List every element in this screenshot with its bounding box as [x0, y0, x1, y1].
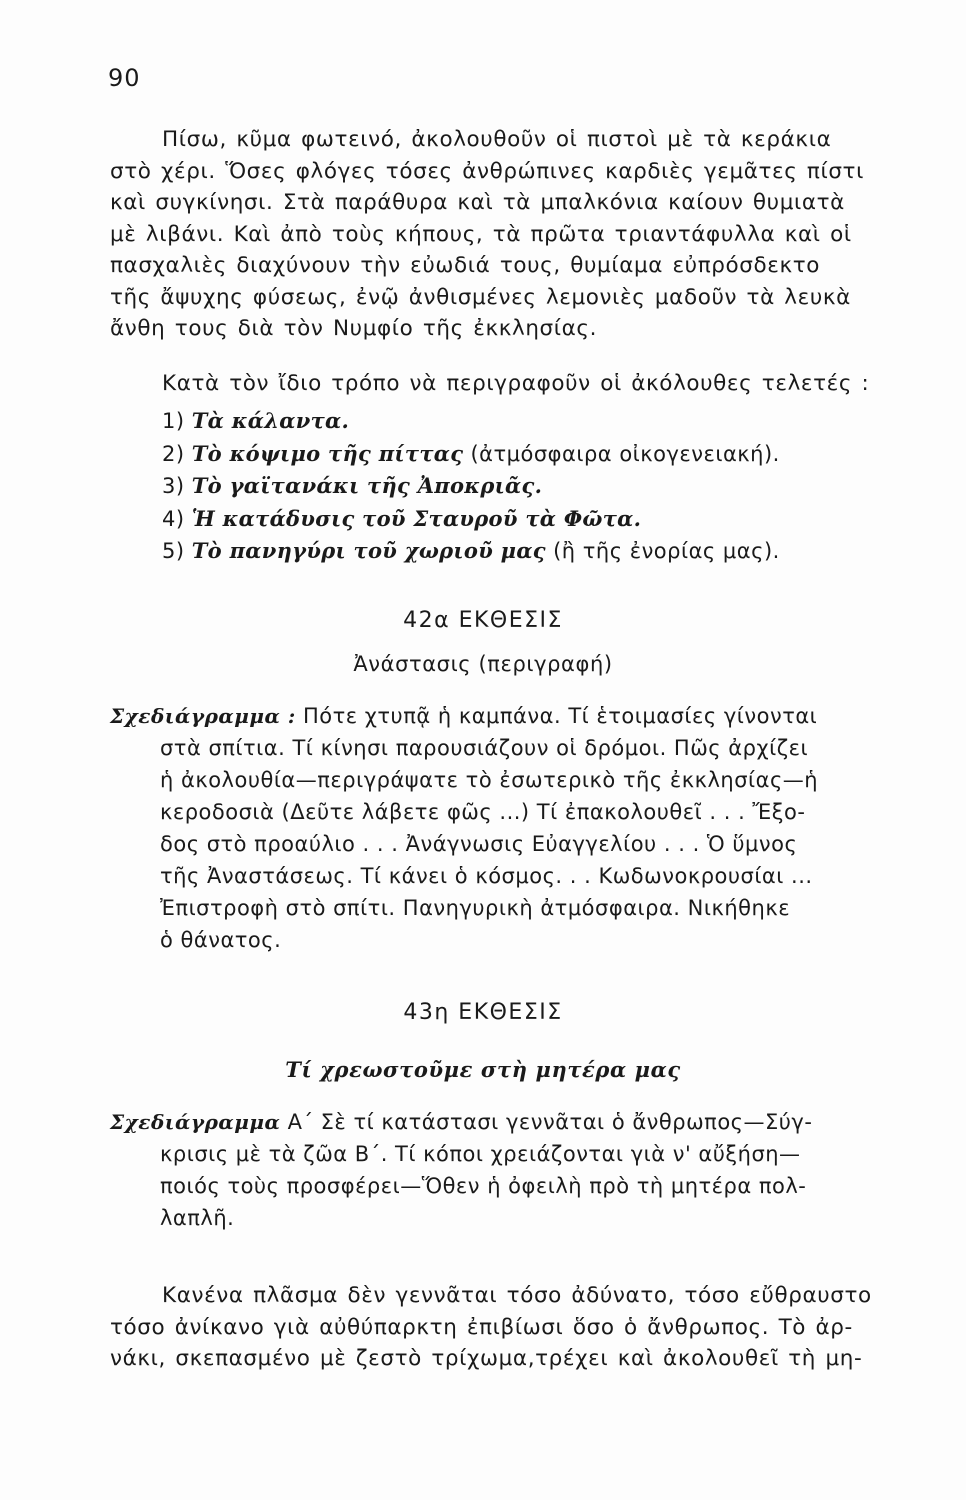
essay-43-heading: 43η ΕΚΘΕΣΙΣ — [403, 1000, 563, 1025]
essay-42-outline — [110, 700, 912, 956]
ceremony-list — [162, 405, 780, 568]
text-line: καὶ συγκίνησι. Στὰ παράθυρα καὶ τὰ μπαλκόνια καίουν θυμιατὰ — [110, 190, 845, 215]
text-line: Κανένα πλᾶσμα δὲν γεννᾶται τόσο ἀδύνατο, τόσο εὔθραυστο — [162, 1283, 872, 1308]
essay-42-heading: 42α ΕΚΘΕΣΙΣ — [403, 608, 563, 633]
text-line: τῆς ἄψυχης φύσεως, ἐνῷ ἀνθισμένες λεμονιὲς μαδοῦν τὰ λευκὰ — [110, 284, 851, 310]
list-number: 5) — [162, 539, 185, 563]
list-note: (ἀτμόσφαιρα οἰκογενειακή). — [463, 441, 780, 466]
page-number: 90 — [108, 64, 141, 92]
text-line: Ἐπιστροφὴ στὸ σπίτι. Πανηγυρικὴ ἀτμόσφαιρα. Νικήθηκε — [160, 896, 791, 920]
text-line: στὸ χέρι. Ὅσες φλόγες τόσες ἀνθρώπινες καρδιὲς γεμᾶτες πίστι — [110, 158, 864, 184]
list-number: 1) — [162, 409, 185, 433]
text-line: πασχαλιὲς διαχύνουν τὴν εὐωδιά τους, θυμίαμα εὐπρόσδεκτο — [110, 253, 821, 278]
list-item — [162, 405, 780, 438]
outline-label: Σχεδιάγραμμα : — [110, 704, 296, 728]
text-line: δος στὸ προαύλιο . . . Ἀνάγνωσις Εὐαγγελίου . . . Ὁ ὕμνος — [160, 832, 798, 856]
text-line: Πότε χτυπᾷ ἡ καμπάνα. Τί ἑτοιμασίες γίνονται — [295, 704, 818, 728]
essay-42-subtitle: Ἀνάστασις (περιγραφή) — [353, 652, 613, 676]
text-line: Πίσω, κῦμα φωτεινό, ἀκολουθοῦν οἱ πιστοὶ μὲ τὰ κεράκια — [162, 127, 832, 152]
list-item — [162, 470, 780, 503]
text-line: τόσο ἀνίκανο γιὰ αὐθύπαρκτη ἐπιβίωσι ὅσο ὁ ἄνθρωπος. Τὸ ἀρ- — [110, 1314, 853, 1340]
list-item — [162, 503, 780, 536]
text-line: ἄνθη τους διὰ τὸν Νυμφίο τῆς ἐκκλησίας. — [110, 316, 598, 341]
list-title: Τὸ πανηγύρι τοῦ χωριοῦ μας — [191, 538, 546, 563]
text-line: τῆς Ἀναστάσεως. Τί κάνει ὁ κόσμος. . . Κωδωνοκρουσίαι ... — [160, 864, 813, 888]
text-line: μὲ λιβάνι. Καὶ ἀπὸ τοὺς κήπους, τὰ πρῶτα τριαντάφυλλα καὶ οἱ — [110, 221, 852, 247]
essay-43-subtitle: Τί χρεωστοῦμε στὴ μητέρα μας — [285, 1057, 681, 1082]
text-line: λαπλῆ. — [160, 1206, 235, 1230]
list-title: Τὸ γαϊτανάκι τῆς Ἀποκριᾶς. — [191, 473, 543, 498]
text-line: κρισις μὲ τὰ ζῶα Β΄. Τί κόποι χρειάζονται γιὰ ν' αὔξήση— — [160, 1142, 801, 1166]
text-line: κεροδοσιὰ (Δεῦτε λάβετε φῶς ...) Τί ἐπακολουθεῖ . . . Ἔξο- — [160, 800, 806, 824]
text-line: ὁ θάνατος. — [160, 928, 282, 952]
list-item — [162, 438, 780, 471]
outline-label: Σχεδιάγραμμα — [110, 1110, 281, 1134]
text-line: ἡ ἀκολουθία—περιγράψατε τὸ ἐσωτερικὸ τῆς ἐκκλησίας—ἡ — [160, 768, 819, 792]
list-number: 4) — [162, 506, 185, 531]
text-line: Κατὰ τὸν ἴδιο τρόπο νὰ περιγραφοῦν οἱ ἀκόλουθες τελετές : — [162, 371, 870, 396]
text-line: στὰ σπίτια. Τί κίνησι παρουσιάζουν οἱ δρόμοι. Πῶς ἀρχίζει — [160, 736, 809, 760]
text-line: ποιός τοὺς προσφέρει—Ὅθεν ἡ ὀφειλὴ πρὸ τὴ μητέρα πολ- — [160, 1174, 807, 1198]
closing-paragraph — [110, 1280, 910, 1375]
essay-43-outline — [110, 1106, 912, 1234]
intro-paragraph — [110, 124, 910, 345]
list-number: 3) — [162, 474, 185, 498]
list-title: Τὰ κάλαντα. — [191, 408, 350, 433]
outline-first-line — [110, 1106, 912, 1138]
list-title: Ἡ κατάδυσις τοῦ Σταυροῦ τὰ Φῶτα. — [191, 505, 642, 531]
list-note: (ἢ τῆς ἐνορίας μας). — [545, 539, 780, 563]
text-line: Α΄ Σὲ τί κατάστασι γεννᾶται ὁ ἄνθρωπος—Σύγ- — [280, 1110, 813, 1134]
list-number: 2) — [162, 441, 185, 466]
list-title: Τὸ κόψιμο τῆς πίττας — [191, 440, 464, 466]
list-item — [162, 535, 780, 568]
text-line: νάκι, σκεπασμένο μὲ ζεστὸ τρίχωμα,τρέχει καὶ ἀκολουθεῖ τὴ μη- — [110, 1346, 863, 1371]
outline-first-line — [110, 700, 912, 732]
list-intro — [110, 368, 910, 400]
